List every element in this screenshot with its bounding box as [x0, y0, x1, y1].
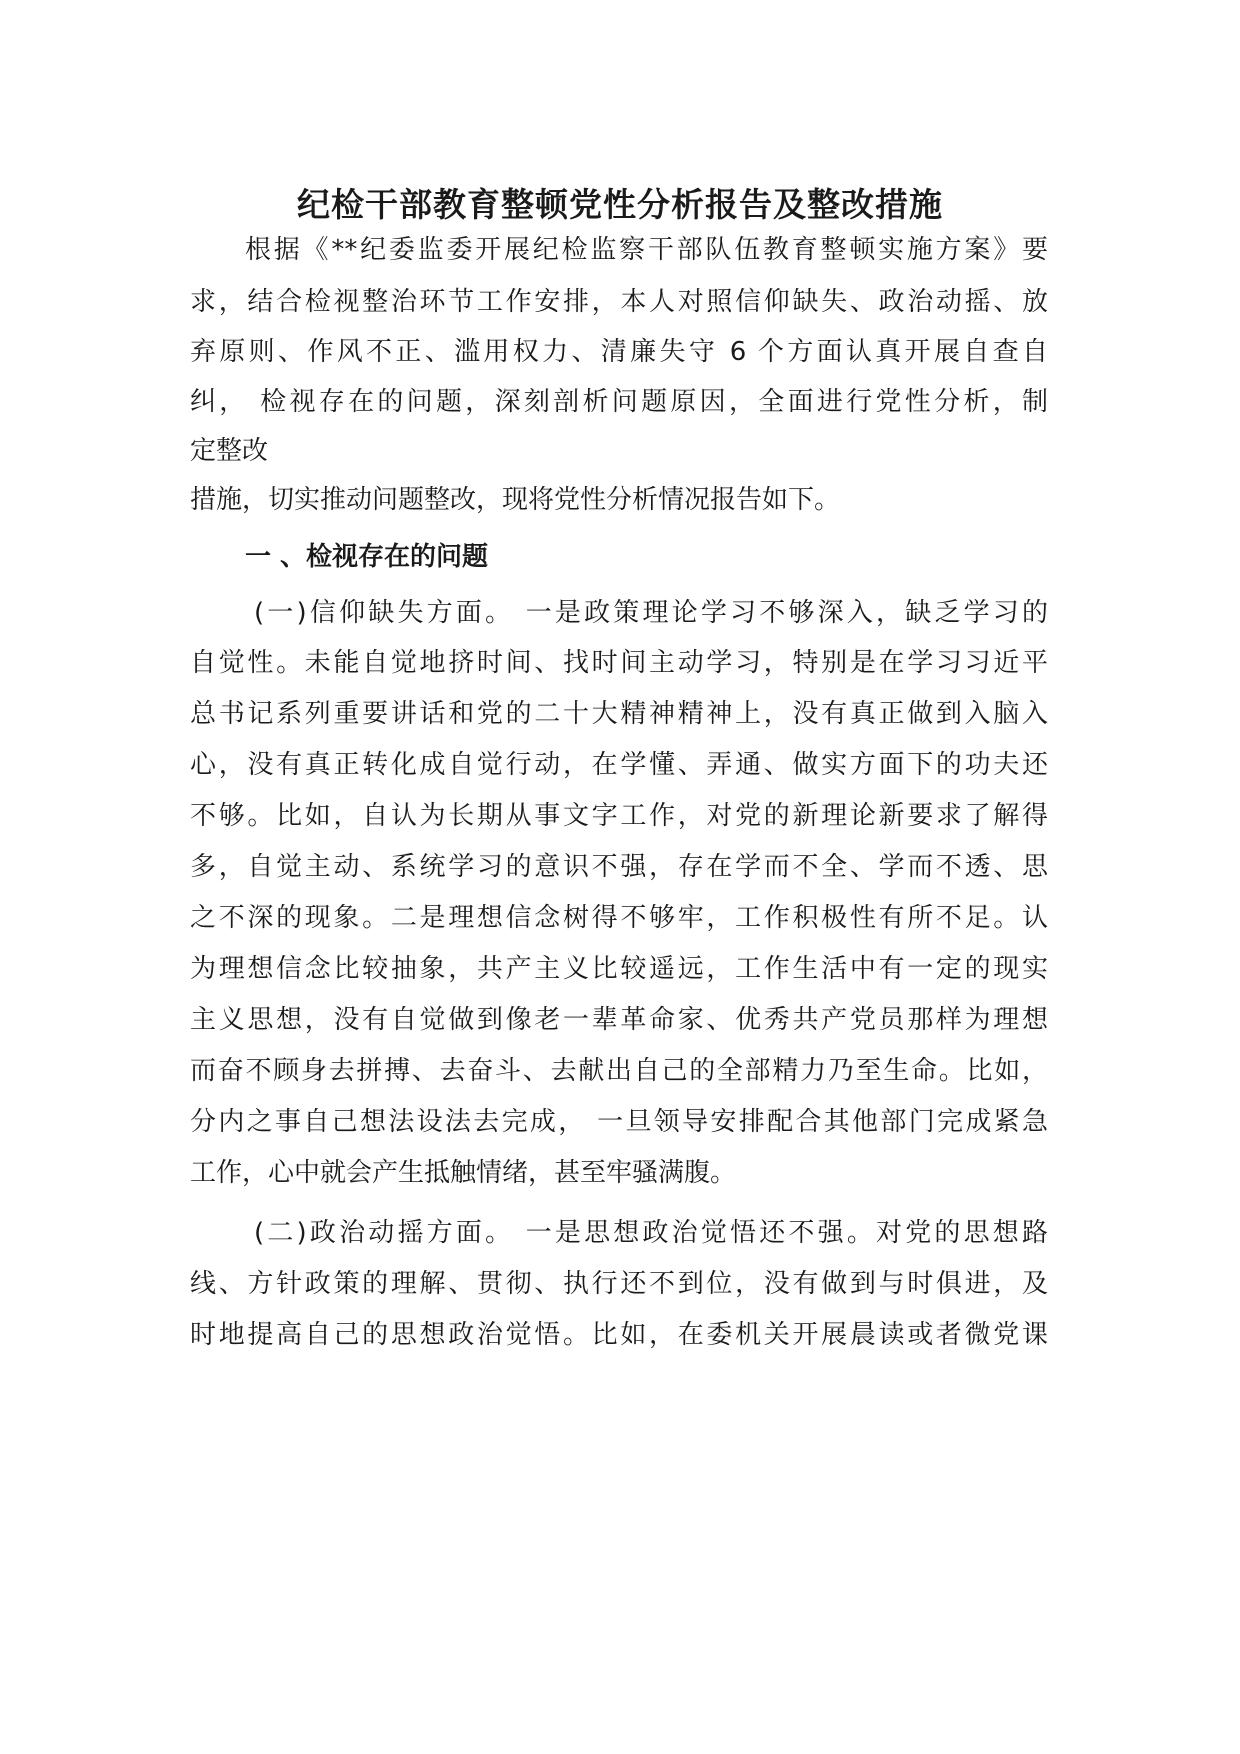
paragraph-line: 工作，心中就会产生抵触情绪，甚至牢骚满腹。	[190, 1158, 737, 1188]
paragraph-line: 多，自觉主动、系统学习的意识不强，存在学而不全、学而不透、思	[190, 852, 1048, 882]
paragraph-line: 不够。比如，自认为长期从事文字工作，对党的新理论新要求了解得	[190, 801, 1048, 831]
paragraph-line: 之不深的现象。二是理想信念树得不够牢，工作积极性有所不足。认	[190, 903, 1048, 933]
paragraph-line: 心，没有真正转化成自觉行动，在学懂、弄通、做实方面下的功夫还	[190, 750, 1048, 780]
paragraph-line: 弃原则、作风不正、滥用权力、清廉失守 6 个方面认真开展自查自	[190, 337, 1048, 367]
paragraph-line: 主义思想，没有自觉做到像老一辈革命家、优秀共产党员那样为理想	[190, 1005, 1048, 1035]
paragraph-line: 为理想信念比较抽象，共产主义比较遥远，工作生活中有一定的现实	[190, 954, 1048, 984]
paragraph-line: 纠， 检视存在的问题，深刻剖析问题原因，全面进行党性分析，制	[190, 387, 1048, 417]
paragraph-line: (一)信仰缺失方面。 一是政策理论学习不够深入，缺乏学习的	[254, 598, 1048, 628]
paragraph-line: 定整改	[190, 436, 269, 466]
section-heading: 一 、检视存在的问题	[245, 542, 489, 572]
paragraph-line: 求，结合检视整治环节工作安排，本人对照信仰缺失、政治动摇、放	[190, 287, 1048, 317]
paragraph-line: 措施，切实推动问题整改，现将党性分析情况报告如下。	[190, 485, 841, 515]
paragraph-line: 自觉性。未能自觉地挤时间、找时间主动学习，特别是在学习习近平	[190, 648, 1048, 678]
paragraph-line: (二)政治动摇方面。 一是思想政治觉悟还不强。对党的思想路	[254, 1218, 1048, 1248]
document-title: 纪检干部教育整顿党性分析报告及整改措施	[297, 185, 943, 224]
paragraph-line: 而奋不顾身去拼搏、去奋斗、去献出自己的全部精力乃至生命。比如，	[190, 1056, 1048, 1086]
paragraph-line: 根据《**纪委监委开展纪检监察干部队伍教育整顿实施方案》要	[245, 235, 1048, 265]
paragraph-line: 总书记系列重要讲话和党的二十大精神精神上，没有真正做到入脑入	[190, 699, 1048, 729]
paragraph-line: 线、方针政策的理解、贯彻、执行还不到位，没有做到与时俱进，及	[190, 1269, 1048, 1299]
paragraph-line: 时地提高自己的思想政治觉悟。比如，在委机关开展晨读或者微党课	[190, 1320, 1048, 1350]
paragraph-line: 分内之事自己想法设法去完成， 一旦领导安排配合其他部门完成紧急	[190, 1107, 1048, 1137]
